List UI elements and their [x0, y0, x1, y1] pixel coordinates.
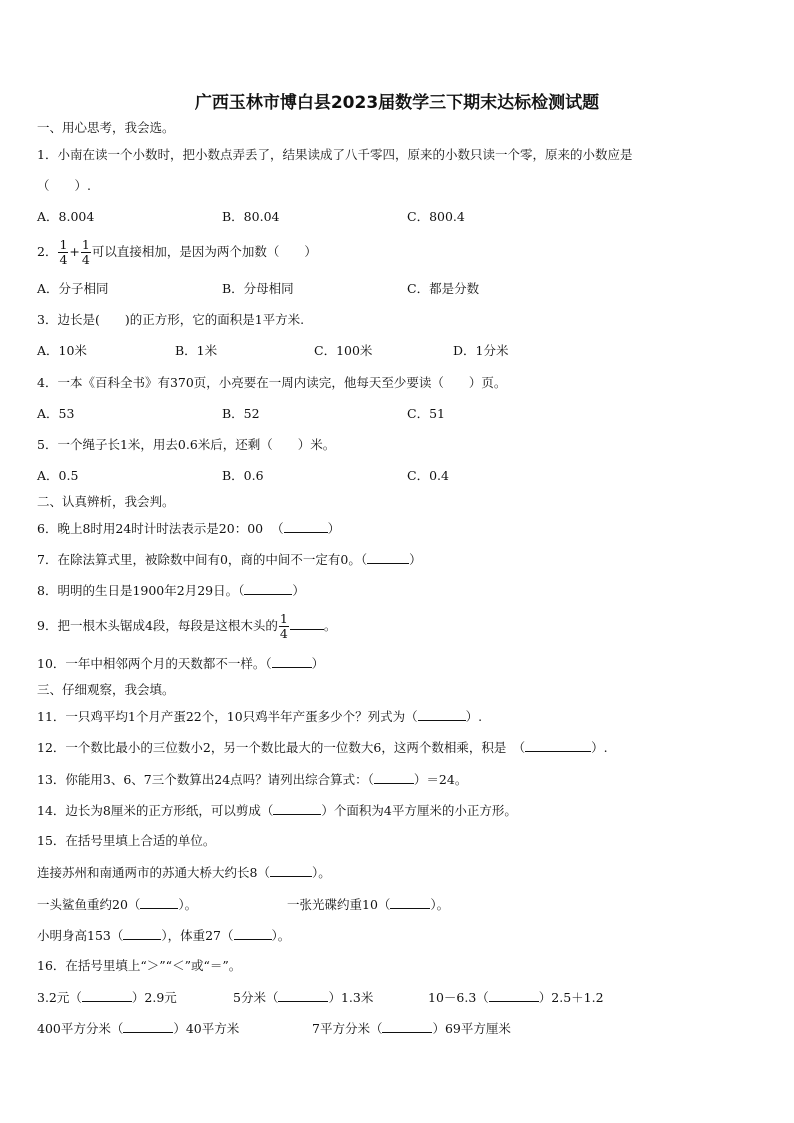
q14-text: 14．边长为8厘米的正方形纸，可以剪成（ [37, 803, 274, 818]
question-12 [37, 739, 608, 756]
question-16-text: 16．在括号里填上“＞”“＜”或“＝”。 [37, 958, 242, 973]
question-15-line-2a [37, 896, 197, 913]
q2-option-a[interactable]: A．分子相同 [37, 281, 109, 296]
question-1-text: 1．小南在读一个小数时，把小数点弄丢了，结果读成了八千零四，原来的小数只读一个零，原来的小数应是 [37, 147, 633, 162]
q16-d-left: 400平方分米（ [37, 1021, 124, 1036]
q13-text: 13．你能用3、6、7三个数算出24点吗？请列出综合算式：（ [37, 772, 374, 787]
q4-option-a[interactable]: A．53 [37, 406, 75, 421]
q16-a-left: 3.2元（ [37, 990, 82, 1005]
q2-plus: + [69, 244, 80, 259]
question-15-line-2b [287, 896, 449, 913]
q12-text: 12．一个数比最小的三位数小2，另一个数比最大的一位数大6，这两个数相乘，积是 （ [37, 740, 526, 755]
q6-close: ） [327, 521, 341, 536]
q8-close: ） [292, 583, 305, 598]
q16-e-blank[interactable] [382, 1020, 432, 1033]
section-heading-fill: 三、仔细观察，我会填。 [37, 682, 175, 697]
q6-text: 6．晚上8时用24时计时法表示是20：00 [37, 521, 264, 536]
q10-answer-blank[interactable] [272, 655, 312, 668]
question-5-text: 5．一个绳子长1米，用去0.6米后，还剩（ ）米。 [37, 437, 336, 452]
q16-b-blank[interactable] [278, 989, 328, 1002]
q2-fraction-b [81, 238, 91, 267]
q16-b-right: ）1.3米 [328, 990, 374, 1005]
q2-frac-a-den: 4 [59, 252, 68, 267]
q15-height-blank[interactable] [123, 927, 161, 940]
q2-option-b[interactable]: B．分母相同 [222, 281, 294, 296]
section-heading-choice: 一、用心思考，我会选。 [37, 120, 175, 135]
q8-text: 8．明明的生日是1900年2月29日。（ [37, 583, 245, 598]
q16-compare-c [428, 989, 604, 1006]
q15-l2b-end: ）。 [430, 897, 450, 912]
q1-option-b[interactable]: B．80.04 [222, 209, 280, 224]
q16-a-right: ）2.9元 [131, 990, 177, 1005]
q15-l2b-text: 一张光碟约重10（ [287, 897, 391, 912]
q1-option-c[interactable]: C．800.4 [407, 209, 465, 224]
q13-close: ）＝24。 [413, 772, 468, 787]
q15-disc-blank[interactable] [390, 896, 430, 909]
q10-close: ） [311, 656, 325, 671]
q16-d-right: ）40平方米 [173, 1021, 240, 1036]
q16-e-left: 7平方分米（ [312, 1021, 383, 1036]
q15-l2a-text: 一头鲨鱼重约20（ [37, 897, 141, 912]
q9-fraction [279, 612, 289, 641]
q3-option-c[interactable]: C．100米 [314, 343, 373, 358]
q12-close: ）. [591, 740, 608, 755]
q15-l1-text: 连接苏州和南通两市的苏通大桥大约长8（ [37, 865, 270, 880]
q11-answer-blank[interactable] [418, 708, 466, 721]
q15-l3b-end: ）。 [271, 928, 291, 943]
question-15-line-3 [37, 927, 290, 944]
q3-option-b[interactable]: B．1米 [175, 343, 218, 358]
question-6 [37, 520, 340, 537]
q16-a-blank[interactable] [82, 989, 132, 1002]
q13-answer-blank[interactable] [374, 771, 414, 784]
q2-frac-b-num: 1 [81, 237, 90, 252]
q7-answer-blank[interactable] [367, 551, 409, 564]
q15-l1-end: ）。 [311, 865, 331, 880]
question-15-line-1 [37, 864, 331, 881]
section-heading-judge: 二、认真辨析，我会判。 [37, 494, 175, 509]
q16-compare-d [37, 1020, 239, 1037]
page-title: 广西玉林市博白县2023届数学三下期末达标检测试题 [194, 93, 600, 113]
q3-option-a[interactable]: A．10米 [37, 343, 87, 358]
q9-frac-den: 4 [279, 626, 288, 641]
question-7 [37, 551, 422, 568]
q7-close: ） [409, 552, 422, 567]
q12-answer-blank[interactable] [525, 739, 591, 752]
q15-l3a-text: 小明身高153（ [37, 928, 124, 943]
q4-option-c[interactable]: C．51 [407, 406, 445, 421]
q2-frac-b-den: 4 [81, 252, 90, 267]
q2-frac-a-num: 1 [59, 237, 68, 252]
q6-answer-blank[interactable] [284, 520, 328, 533]
q15-weight-blank[interactable] [234, 927, 272, 940]
question-2-text [37, 238, 317, 267]
question-4-text: 4．一本《百科全书》有370页，小亮要在一周内读完，他每天至少要读（ ）页。 [37, 375, 507, 390]
question-8 [37, 582, 305, 599]
q14-close: ）个面积为4平方厘米的小正方形。 [321, 803, 517, 818]
q15-l3a-end: ），体重27（ [161, 928, 234, 943]
q15-l2a-end: ）。 [178, 897, 198, 912]
q1-option-a[interactable]: A．8.004 [37, 209, 95, 224]
q5-option-b[interactable]: B．0.6 [222, 468, 264, 483]
question-9 [37, 612, 336, 641]
question-1-text-cont: （ ）. [37, 178, 91, 193]
q14-answer-blank[interactable] [273, 802, 321, 815]
q16-c-right: ）2.5＋1.2 [538, 990, 604, 1005]
q4-option-b[interactable]: B．52 [222, 406, 260, 421]
q16-e-right: ）69平方厘米 [432, 1021, 511, 1036]
q16-b-left: 5分米（ [233, 990, 279, 1005]
q15-shark-blank[interactable] [140, 896, 178, 909]
question-15-text: 15．在括号里填上合适的单位。 [37, 833, 216, 848]
q16-compare-a [37, 989, 177, 1006]
q16-c-blank[interactable] [489, 989, 539, 1002]
question-14 [37, 802, 517, 819]
question-11 [37, 708, 482, 725]
q11-close: ）. [465, 709, 483, 724]
q9-frac-num: 1 [279, 611, 288, 626]
q16-compare-e [312, 1020, 511, 1037]
question-3-text: 3．边长是( )的正方形，它的面积是1平方米. [37, 312, 305, 327]
q5-option-a[interactable]: A．0.5 [37, 468, 79, 483]
q2-number: 2． [37, 244, 58, 259]
question-10 [37, 655, 324, 672]
q2-fraction-a [58, 238, 68, 267]
q6-open: （ [271, 521, 284, 536]
q2-option-c[interactable]: C．都是分数 [407, 281, 480, 296]
q16-c-left: 10－6.3（ [428, 990, 489, 1005]
q9-end: 。 [323, 618, 337, 633]
q8-answer-blank[interactable] [244, 582, 292, 595]
q2-body: 可以直接相加，是因为两个加数（ ） [91, 244, 317, 259]
q16-d-blank[interactable] [123, 1020, 173, 1033]
q3-option-d[interactable]: D．1分米 [453, 343, 509, 358]
q15-bridge-blank[interactable] [270, 864, 312, 877]
q7-text: 7．在除法算式里，被除数中间有0，商的中间不一定有0。（ [37, 552, 368, 567]
question-13 [37, 771, 467, 788]
q11-text: 11．一只鸡平均1个月产蛋22个，10只鸡半年产蛋多少个？列式为（ [37, 709, 418, 724]
q10-text: 10．一年中相邻两个月的天数都不一样。（ [37, 656, 272, 671]
q9-text: 9．把一根木头锯成4段，每段是这根木头的 [37, 618, 278, 633]
q16-compare-b [233, 989, 373, 1006]
q5-option-c[interactable]: C．0.4 [407, 468, 449, 483]
q9-answer-blank[interactable] [290, 617, 324, 630]
